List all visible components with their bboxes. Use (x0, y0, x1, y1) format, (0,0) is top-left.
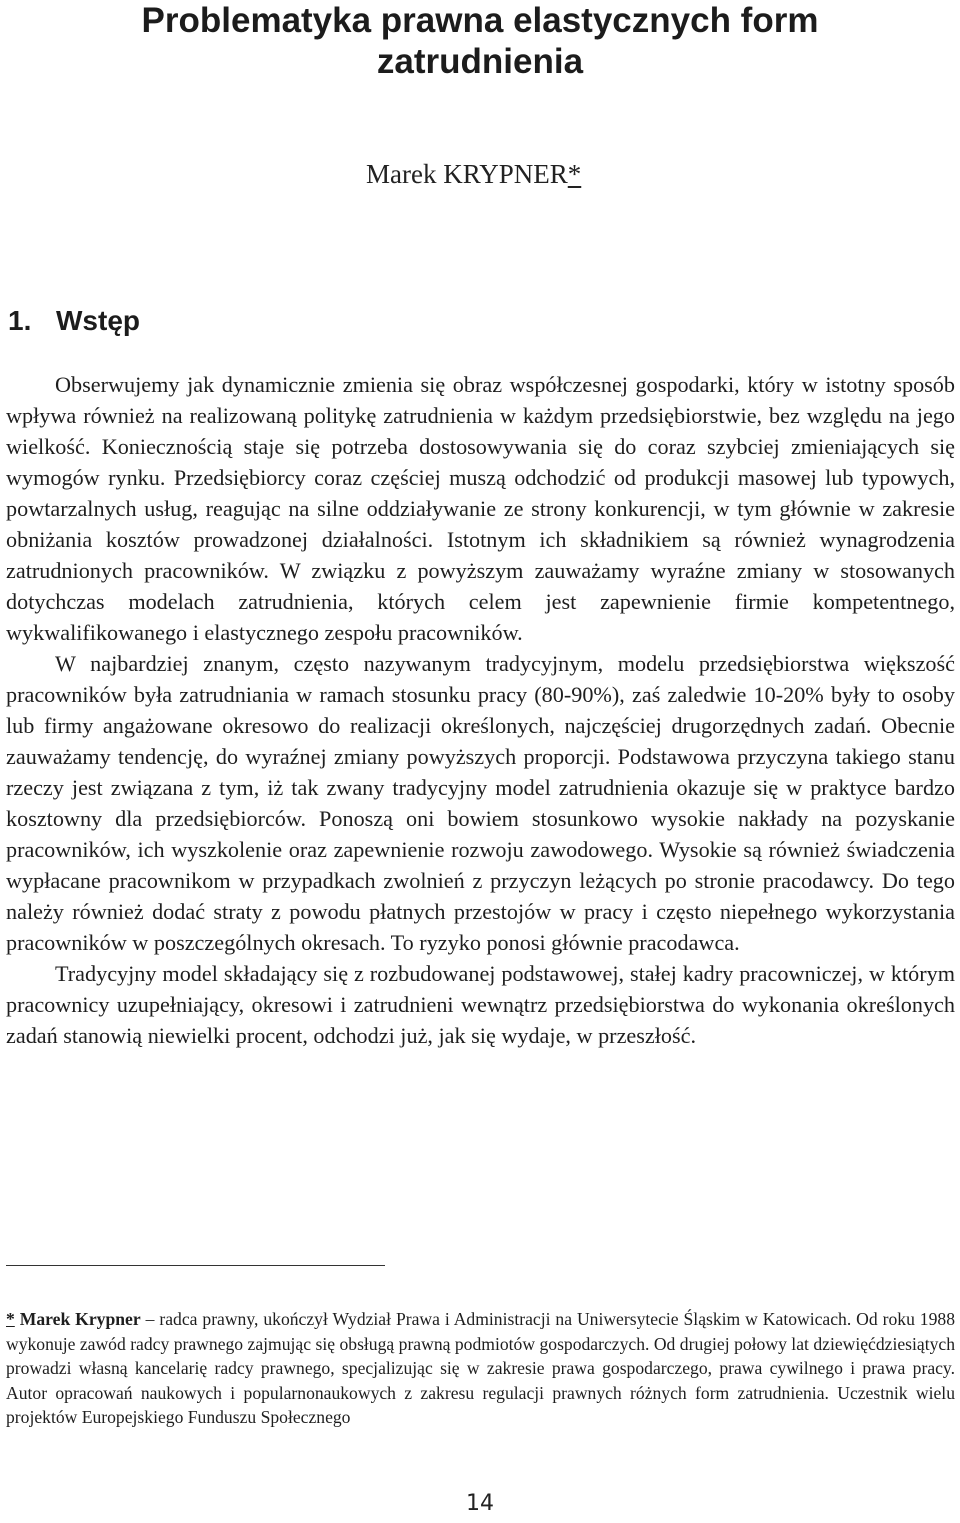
title-line-1: Problematyka prawna elastycznych form (141, 1, 819, 40)
footnote-text: – radca prawny, ukończył Wydział Prawa i Administracji na Uniwersytecie Śląskim w Katowicach. Od roku 1988 wykonuje zawód radcy prawnego zajmując się obsługą prawną podmiotów gospodarczych. Od drugiej połowy lat dziewięćdziesiątych prowadzi własną kancelarię radcy prawnego, specjalizując się w zakresie prawa gospodarczego, prawa cywilnego i prawa pracy. Autor opracowań naukowych i popularnonaukowych z zakresu regulacji prawnych różnych form zatrudnienia. Uczestnik wielu projektów Europejskiego Funduszu Społecznego (6, 1309, 955, 1427)
footnote (6, 1307, 955, 1430)
section-number: 1. (8, 305, 32, 336)
author-footnote-link[interactable]: * (567, 159, 582, 189)
title-line-2: zatrudnienia (376, 42, 584, 81)
page-number: 14 (466, 1491, 494, 1516)
author-byline (366, 158, 581, 190)
footnote-mark: * (6, 1309, 15, 1329)
paragraph-3: Tradycyjny model składający się z rozbudowanej podstawowej, stałej kadry pracowniczej, w którym pracownicy uzupełniający, okresowi i zatrudnieni wewnątrz przedsiębiorstwa do wykonania określonych zadań stanowią niewielki procent, odchodzi już, jak się wydaje, w przeszłość. (6, 961, 955, 1048)
footnote-author-name: Marek Krypner (19, 1309, 141, 1329)
section-heading (8, 304, 140, 338)
paragraph-2: W najbardziej znanym, często nazywanym tradycyjnym, modelu przedsiębiorstwa większość pracowników była zatrudniania w ramach stosunku pracy (80-90%), zaś zaledwie 10-20% były to osoby lub firmy angażowane okresowo do realizacji określonych, najczęściej drugorzędnych zadań. Obecnie zauważamy tendencję, do wyraźnej zmiany powyższych proporcji. Podstawowa przyczyna takiego stanu rzeczy jest związana z tym, iż tak zwany tradycyjny model zatrudnienia okazuje się w praktyce bardzo kosztowny dla przedsiębiorców. Ponoszą oni bowiem stosunkowo wysokie nakłady na pozyskanie pracowników, ich wyszkolenie oraz zapewnienie rozwoju zawodowego. Wysokie są również świadczenia wypłacane pracownikom w przypadkach zwolnień z przyczyn leżących po stronie pracodawcy. Do tego należy również dodać straty z powodu płatnych przestojów w pracy i często niepełnego wykorzystania pracowników w poszczególnych okresach. To ryzyko ponosi głównie pracodawca. (6, 651, 955, 955)
document-title (0, 0, 960, 82)
author-name: Marek KRYPNER (366, 159, 568, 189)
footnote-separator (6, 1265, 385, 1266)
body-text (6, 369, 955, 1051)
paragraph-1: Obserwujemy jak dynamicznie zmienia się obraz współczesnej gospodarki, który w istotny sposób wpływa również na realizowaną politykę zatrudnienia w każdym przedsiębiorstwie, bez względu na jego wielkość. Koniecznością staje się potrzeba dostosowywania się do coraz szybciej zmieniających się wymogów rynku. Przedsiębiorcy coraz częściej muszą odchodzić od produkcji masowej lub typowych, powtarzalnych usług, reagując na silne oddziaływanie ze strony konkurencji, w tym głównie w zakresie obniżania kosztów prowadzonej działalności. Istotnym ich składnikiem są również wynagrodzenia zatrudnionych pracowników. W związku z powyższym zauważamy wyraźne zmiany w stosowanych dotychczas modelach zatrudnienia, których celem jest zapewnienie firmie kompetentnego, wykwalifikowanego i elastycznego zespołu pracowników. (6, 372, 955, 645)
document-page (6, 0, 955, 1523)
section-title: Wstęp (56, 305, 140, 336)
